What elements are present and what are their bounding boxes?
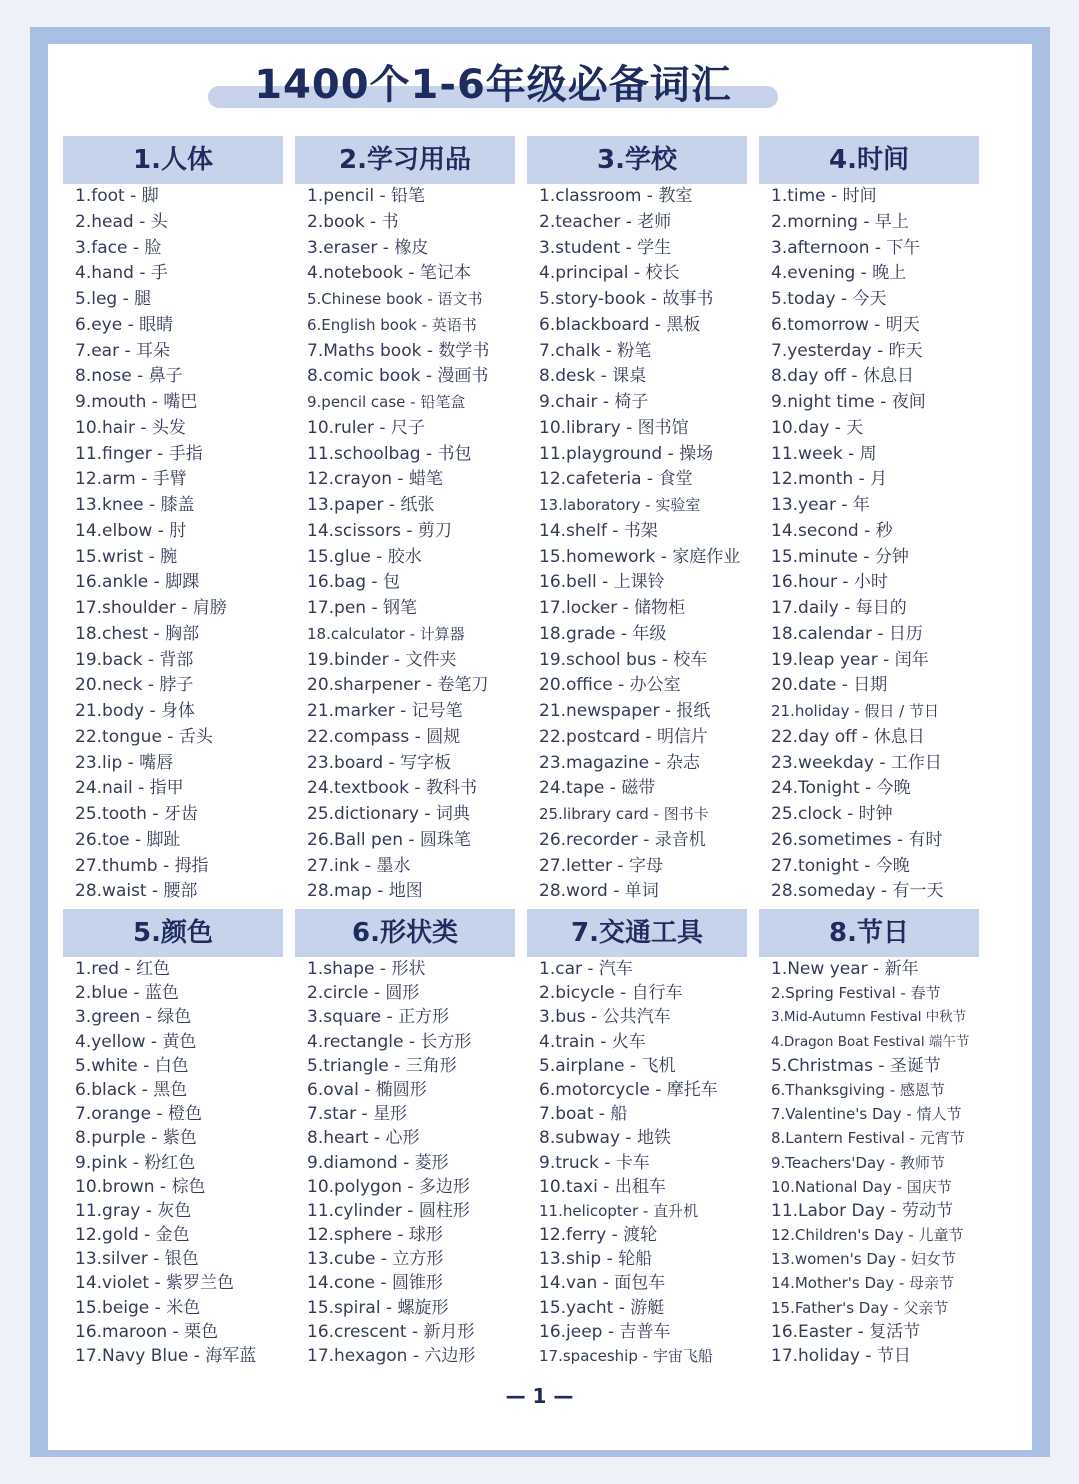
word-item: 8.subway - 地铁: [539, 1128, 671, 1149]
word-item: 23.board - 写字板: [307, 752, 452, 773]
word-item: 4.notebook - 笔记本: [307, 263, 471, 284]
word-item: 18.chest - 胸部: [75, 623, 200, 644]
word-item: 3.green - 绿色: [75, 1007, 192, 1028]
word-item: 8.heart - 心形: [307, 1128, 420, 1149]
word-item: 1.red - 红色: [75, 959, 171, 979]
word-item: 17.spaceship - 宇宙飞船: [539, 1347, 713, 1365]
word-item: 19.back - 背部: [75, 649, 194, 670]
word-item: 19.leap year - 闰年: [771, 649, 929, 670]
word-item: 2.morning - 早上: [771, 211, 909, 232]
word-item: 7.yesterday - 昨天: [771, 340, 923, 361]
word-item: 9.mouth - 嘴巴: [75, 392, 198, 412]
word-item: 27.thumb - 拇指: [75, 855, 209, 876]
word-list: [295, 184, 515, 905]
word-item: 21.holiday - 假日 / 节日: [771, 702, 940, 720]
section-title: 3.学校: [527, 136, 747, 184]
word-item: 7.Valentine's Day - 情人节: [771, 1105, 962, 1124]
word-item: 5.white - 白色: [75, 1055, 189, 1076]
word-item: 8.comic book - 漫画书: [307, 366, 489, 387]
word-item: 4.yellow - 黄色: [75, 1031, 197, 1052]
word-item: 9.diamond - 菱形: [307, 1152, 449, 1173]
word-item: 3.bus - 公共汽车: [539, 1007, 671, 1028]
word-item: 13.laboratory - 实验室: [539, 496, 701, 514]
word-item: 18.calendar - 日历: [771, 623, 923, 644]
word-item: 9.pink - 粉红色: [75, 1152, 196, 1173]
word-item: 11.schoolbag - 书包: [307, 443, 472, 464]
word-item: 17.pen - 钢笔: [307, 598, 418, 618]
word-item: 15.glue - 胶水: [307, 546, 422, 567]
word-item: 16.maroon - 栗色: [75, 1321, 219, 1342]
word-item: 2.head - 头: [75, 211, 168, 232]
section-title: 4.时间: [759, 136, 979, 184]
word-item: 24.Tonight - 今晚: [771, 778, 911, 799]
word-item: 1.New year - 新年: [771, 959, 919, 979]
word-item: 21.marker - 记号笔: [307, 701, 463, 721]
word-item: 8.purple - 紫色: [75, 1128, 197, 1149]
word-item: 6.oval - 椭圆形: [307, 1079, 427, 1100]
word-item: 16.bag - 包: [307, 572, 400, 593]
word-item: 6.eye - 眼睛: [75, 314, 174, 335]
word-item: 3.square - 正方形: [307, 1007, 450, 1028]
word-item: 18.grade - 年级: [539, 623, 667, 644]
word-list: [759, 957, 979, 1368]
word-item: 16.hour - 小时: [771, 572, 888, 593]
section-4: [759, 136, 979, 905]
word-item: 6.blackboard - 黑板: [539, 314, 701, 335]
word-item: 20.sharpener - 卷笔刀: [307, 675, 489, 696]
word-item: 6.black - 黑色: [75, 1079, 188, 1100]
word-item: 5.Chinese book - 语文书: [307, 290, 483, 308]
word-item: 14.scissors - 剪刀: [307, 520, 452, 541]
word-item: 11.gray - 灰色: [75, 1200, 192, 1221]
word-item: 9.night time - 夜间: [771, 392, 926, 412]
section-title: 8.节日: [759, 909, 979, 957]
word-item: 26.recorder - 录音机: [539, 829, 706, 850]
word-item: 14.violet - 紫罗兰色: [75, 1273, 235, 1294]
word-item: 10.library - 图书馆: [539, 417, 689, 438]
word-item: 9.truck - 卡车: [539, 1152, 650, 1173]
word-item: 16.bell - 上课铃: [539, 572, 665, 593]
word-item: 11.week - 周: [771, 443, 877, 464]
word-item: 25.tooth - 牙齿: [75, 804, 198, 824]
word-item: 24.nail - 指甲: [75, 778, 184, 799]
word-item: 13.knee - 膝盖: [75, 495, 195, 515]
section-5: [63, 909, 283, 1368]
word-item: 14.second - 秒: [771, 520, 893, 541]
section-6: [295, 909, 515, 1368]
word-item: 15.beige - 米色: [75, 1297, 201, 1318]
word-item: 12.sphere - 球形: [307, 1225, 443, 1246]
word-item: 26.toe - 脚趾: [75, 829, 181, 850]
word-item: 11.finger - 手指: [75, 443, 203, 464]
word-item: 21.newspaper - 报纸: [539, 701, 711, 721]
word-item: 2.teacher - 老师: [539, 211, 672, 232]
word-item: 22.compass - 圆规: [307, 726, 461, 747]
word-item: 7.chalk - 粉笔: [539, 340, 652, 361]
word-item: 15.spiral - 螺旋形: [307, 1297, 449, 1318]
word-item: 1.shape - 形状: [307, 959, 426, 979]
word-item: 26.sometimes - 有时: [771, 829, 943, 850]
word-item: 9.pencil case - 铅笔盒: [307, 393, 466, 411]
word-item: 9.Teachers'Day - 教师节: [771, 1153, 946, 1172]
word-item: 17.Navy Blue - 海军蓝: [75, 1346, 257, 1366]
word-item: 7.star - 星形: [307, 1104, 408, 1125]
word-item: 10.polygon - 多边形: [307, 1176, 470, 1197]
section-title: 1.人体: [63, 136, 283, 184]
word-item: 1.classroom - 教室: [539, 186, 693, 206]
word-item: 8.nose - 鼻子: [75, 366, 183, 387]
word-item: 17.daily - 每日的: [771, 598, 907, 618]
word-item: 16.jeep - 吉普车: [539, 1321, 671, 1342]
word-item: 15.minute - 分钟: [771, 546, 909, 567]
word-item: 12.Children's Day - 儿童节: [771, 1226, 964, 1245]
section-title: 5.颜色: [63, 909, 283, 957]
word-item: 14.van - 面包车: [539, 1273, 666, 1294]
word-item: 1.pencil - 铅笔: [307, 186, 425, 206]
word-item: 17.hexagon - 六边形: [307, 1346, 476, 1366]
word-item: 15.Father's Day - 父亲节: [771, 1298, 949, 1317]
word-item: 12.arm - 手臂: [75, 469, 187, 490]
word-item: 13.ship - 轮船: [539, 1249, 653, 1270]
word-item: 14.shelf - 书架: [539, 520, 658, 541]
word-item: 28.someday - 有一天: [771, 881, 944, 902]
word-item: 25.clock - 时钟: [771, 804, 893, 824]
word-item: 28.map - 地图: [307, 881, 423, 902]
section-7: [527, 909, 747, 1368]
word-item: 12.crayon - 蜡笔: [307, 469, 443, 490]
word-item: 14.Mother's Day - 母亲节: [771, 1274, 955, 1293]
title-band: [208, 50, 778, 120]
word-item: 20.date - 日期: [771, 675, 888, 696]
word-item: 5.Christmas - 圣诞节: [771, 1055, 941, 1076]
word-item: 12.cafeteria - 食堂: [539, 469, 693, 490]
word-item: 28.word - 单词: [539, 881, 659, 902]
word-item: 6.tomorrow - 明天: [771, 314, 920, 335]
section-3: [527, 136, 747, 905]
word-list: [63, 184, 283, 905]
word-item: 5.airplane - 飞机: [539, 1055, 676, 1076]
word-item: 22.postcard - 明信片: [539, 726, 708, 747]
word-item: 5.story-book - 故事书: [539, 289, 714, 309]
word-item: 8.day off - 休息日: [771, 366, 914, 387]
word-item: 19.binder - 文件夹: [307, 649, 457, 670]
word-item: 10.hair - 头发: [75, 417, 186, 438]
section-title: 7.交通工具: [527, 909, 747, 957]
section-8: [759, 909, 979, 1368]
word-item: 18.calculator - 计算器: [307, 624, 465, 643]
word-item: 20.neck - 脖子: [75, 675, 194, 696]
word-item: 13.silver - 银色: [75, 1249, 199, 1270]
word-item: 23.lip - 嘴唇: [75, 752, 174, 773]
word-item: 13.women's Day - 妇女节: [771, 1250, 956, 1269]
word-item: 23.weekday - 工作日: [771, 752, 942, 773]
word-item: 9.chair - 椅子: [539, 392, 649, 412]
word-item: 14.elbow - 肘: [75, 520, 187, 541]
word-item: 8.Lantern Festival - 元宵节: [771, 1129, 965, 1148]
word-item: 1.foot - 脚: [75, 186, 159, 206]
word-item: 16.crescent - 新月形: [307, 1321, 475, 1342]
word-item: 21.body - 身体: [75, 701, 196, 721]
word-item: 16.ankle - 脚踝: [75, 572, 200, 593]
word-item: 20.office - 办公室: [539, 675, 681, 696]
word-item: 2.blue - 蓝色: [75, 983, 179, 1004]
word-list: [295, 957, 515, 1368]
word-item: 10.ruler - 尺子: [307, 417, 425, 438]
word-item: 6.English book - 英语书: [307, 315, 477, 334]
word-item: 5.today - 今天: [771, 289, 887, 309]
word-item: 5.leg - 腿: [75, 289, 152, 309]
word-item: 6.motorcycle - 摩托车: [539, 1079, 718, 1100]
word-item: 4.rectangle - 长方形: [307, 1031, 472, 1052]
word-item: 2.bicycle - 自行车: [539, 983, 683, 1004]
word-item: 19.school bus - 校车: [539, 649, 708, 670]
word-item: 2.Spring Festival - 春节: [771, 984, 941, 1003]
word-item: 15.wrist - 腕: [75, 546, 178, 567]
word-item: 27.tonight - 今晚: [771, 855, 910, 876]
word-item: 1.time - 时间: [771, 186, 877, 206]
page-title: 1400个1-6年级必备词汇: [254, 62, 732, 108]
word-item: 25.library card - 图书卡: [539, 805, 709, 823]
page-number: — 1 —: [505, 1384, 574, 1408]
word-item: 28.waist - 腰部: [75, 881, 198, 902]
section-title: 6.形状类: [295, 909, 515, 957]
word-item: 26.Ball pen - 圆珠笔: [307, 829, 471, 850]
word-item: 22.tongue - 舌头: [75, 726, 213, 747]
word-item: 4.principal - 校长: [539, 263, 680, 284]
word-item: 12.ferry - 渡轮: [539, 1225, 658, 1246]
word-list: [527, 957, 747, 1368]
word-item: 23.magazine - 杂志: [539, 752, 701, 773]
word-item: 10.day - 天: [771, 417, 864, 438]
word-item: 4.Dragon Boat Festival 端午节: [771, 1033, 970, 1050]
word-item: 4.train - 火车: [539, 1031, 646, 1052]
word-item: 17.shoulder - 肩膀: [75, 598, 227, 618]
word-item: 12.gold - 金色: [75, 1225, 190, 1246]
word-item: 3.eraser - 橡皮: [307, 237, 429, 258]
word-item: 6.Thanksgiving - 感恩节: [771, 1080, 945, 1099]
word-item: 3.student - 学生: [539, 237, 672, 258]
word-item: 13.year - 年: [771, 495, 870, 515]
word-item: 15.homework - 家庭作业: [539, 546, 741, 567]
word-item: 27.letter - 字母: [539, 855, 663, 876]
word-item: 7.orange - 橙色: [75, 1104, 202, 1125]
word-item: 10.brown - 棕色: [75, 1176, 206, 1197]
word-item: 1.car - 汽车: [539, 959, 633, 979]
word-item: 7.Maths book - 数学书: [307, 340, 490, 361]
word-item: 13.cube - 立方形: [307, 1249, 444, 1270]
word-item: 25.dictionary - 词典: [307, 804, 470, 824]
word-item: 7.boat - 船: [539, 1104, 628, 1125]
word-item: 10.National Day - 国庆节: [771, 1177, 952, 1196]
word-item: 2.book - 书: [307, 211, 399, 232]
word-item: 15.yacht - 游艇: [539, 1297, 665, 1318]
word-item: 22.day off - 休息日: [771, 726, 925, 747]
word-item: 24.textbook - 教科书: [307, 778, 477, 799]
section-2: [295, 136, 515, 905]
word-item: 13.paper - 纸张: [307, 495, 435, 515]
section-1: [63, 136, 283, 905]
word-item: 11.cylinder - 圆柱形: [307, 1200, 470, 1221]
word-item: 17.holiday - 节日: [771, 1346, 911, 1366]
word-item: 4.evening - 晚上: [771, 263, 907, 284]
word-item: 3.Mid-Autumn Festival 中秋节: [771, 1009, 967, 1026]
word-item: 11.playground - 操场: [539, 443, 714, 464]
word-item: 3.face - 脸: [75, 237, 162, 258]
word-item: 2.circle - 圆形: [307, 983, 420, 1004]
section-title: 2.学习用品: [295, 136, 515, 184]
word-item: 5.triangle - 三角形: [307, 1055, 457, 1076]
word-item: 16.Easter - 复活节: [771, 1321, 921, 1342]
word-list: [63, 957, 283, 1368]
word-item: 24.tape - 磁带: [539, 778, 656, 799]
word-item: 8.desk - 课桌: [539, 366, 647, 387]
word-item: 11.helicopter - 直升机: [539, 1201, 699, 1220]
word-item: 4.hand - 手: [75, 263, 168, 284]
word-item: 27.ink - 墨水: [307, 855, 411, 876]
word-item: 17.locker - 储物柜: [539, 598, 686, 618]
word-item: 7.ear - 耳朵: [75, 340, 171, 361]
word-item: 12.month - 月: [771, 469, 888, 490]
word-item: 10.taxi - 出租车: [539, 1176, 666, 1197]
word-item: 14.cone - 圆锥形: [307, 1273, 443, 1294]
word-list: [527, 184, 747, 905]
word-item: 3.afternoon - 下午: [771, 237, 921, 258]
word-item: 11.Labor Day - 劳动节: [771, 1200, 954, 1221]
word-list: [759, 184, 979, 905]
